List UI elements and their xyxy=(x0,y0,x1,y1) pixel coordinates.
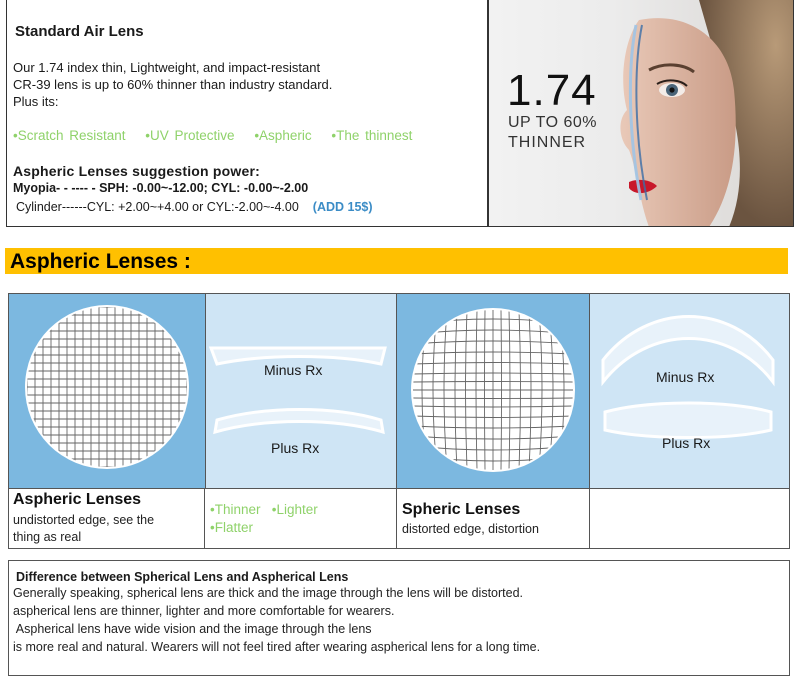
divider xyxy=(205,294,206,488)
thinner-text: THINNER xyxy=(508,134,587,151)
spheric-plus-label: Plus Rx xyxy=(662,435,711,451)
spheric-caption-text: distorted edge, distortion xyxy=(402,522,539,536)
benefit-item: •Thinner xyxy=(210,502,261,517)
difference-title: Difference between Spherical Lens and Aspherical Lens xyxy=(16,570,349,584)
index-number: 1.74 xyxy=(507,66,597,115)
aspheric-lens-profile-icon xyxy=(205,294,396,488)
feature-item: •Aspheric xyxy=(254,128,312,143)
aspheric-caption-title: Aspheric Lenses xyxy=(13,491,142,508)
aspheric-profile-panel xyxy=(205,294,396,488)
add-price: (ADD 15$) xyxy=(312,200,373,214)
benefit-item: •Lighter xyxy=(271,502,318,517)
aspheric-benefits xyxy=(210,501,318,537)
product-description: Our 1.74 index thin, Lightweight, and impact-resistant CR-39 lens is up to 60% thinner than industry standard. Plus its: xyxy=(13,60,333,109)
difference-line: is more real and natural. Wearers will not feel tired after wearing aspherical lens for a long time. xyxy=(13,640,541,654)
banner-title: Aspheric Lenses : xyxy=(10,250,191,273)
spheric-lens-profile-icon xyxy=(589,294,789,488)
undistorted-grid-icon xyxy=(9,294,205,488)
feature-list xyxy=(13,128,426,143)
feature-item: •UV Protective xyxy=(145,128,235,143)
divider xyxy=(589,294,590,548)
spheric-minus-label: Minus Rx xyxy=(656,369,715,385)
myopia-range: Myopia- - ---- - SPH: -0.00~-12.00; CYL: -0.00~-2.00 xyxy=(13,181,309,195)
spheric-grid-panel xyxy=(397,294,589,488)
divider xyxy=(204,488,205,548)
spheric-caption-title: Spheric Lenses xyxy=(402,501,521,518)
product-title: Standard Air Lens xyxy=(15,23,144,40)
aspheric-grid-panel xyxy=(9,294,205,488)
spheric-profile-panel xyxy=(589,294,789,488)
difference-line: aspherical lens are thinner, lighter and more comfortable for wearers. xyxy=(13,604,395,618)
difference-line: Aspherical lens have wide vision and the image through the lens xyxy=(13,622,372,636)
feature-item: •The thinnest xyxy=(331,128,413,143)
feature-item: •Scratch Resistant xyxy=(13,128,126,143)
cylinder-range: Cylinder------CYL: +2.00~+4.00 or CYL:-2.00~-4.00 (ADD 15$) xyxy=(16,200,373,214)
aspheric-plus-label: Plus Rx xyxy=(271,440,320,456)
difference-line: Generally speaking, spherical lens are thick and the image through the lens will be distorted. xyxy=(13,586,524,600)
suggestion-title: Aspheric Lenses suggestion power: xyxy=(13,163,260,179)
up-to-text: UP TO 60% xyxy=(508,114,597,131)
aspheric-caption-text: undistorted edge, see the thing as real xyxy=(13,513,155,544)
aspheric-minus-label: Minus Rx xyxy=(264,362,323,378)
divider xyxy=(396,294,397,548)
divider xyxy=(9,488,789,489)
distorted-grid-icon xyxy=(397,294,589,488)
benefit-item: •Flatter xyxy=(210,520,253,535)
